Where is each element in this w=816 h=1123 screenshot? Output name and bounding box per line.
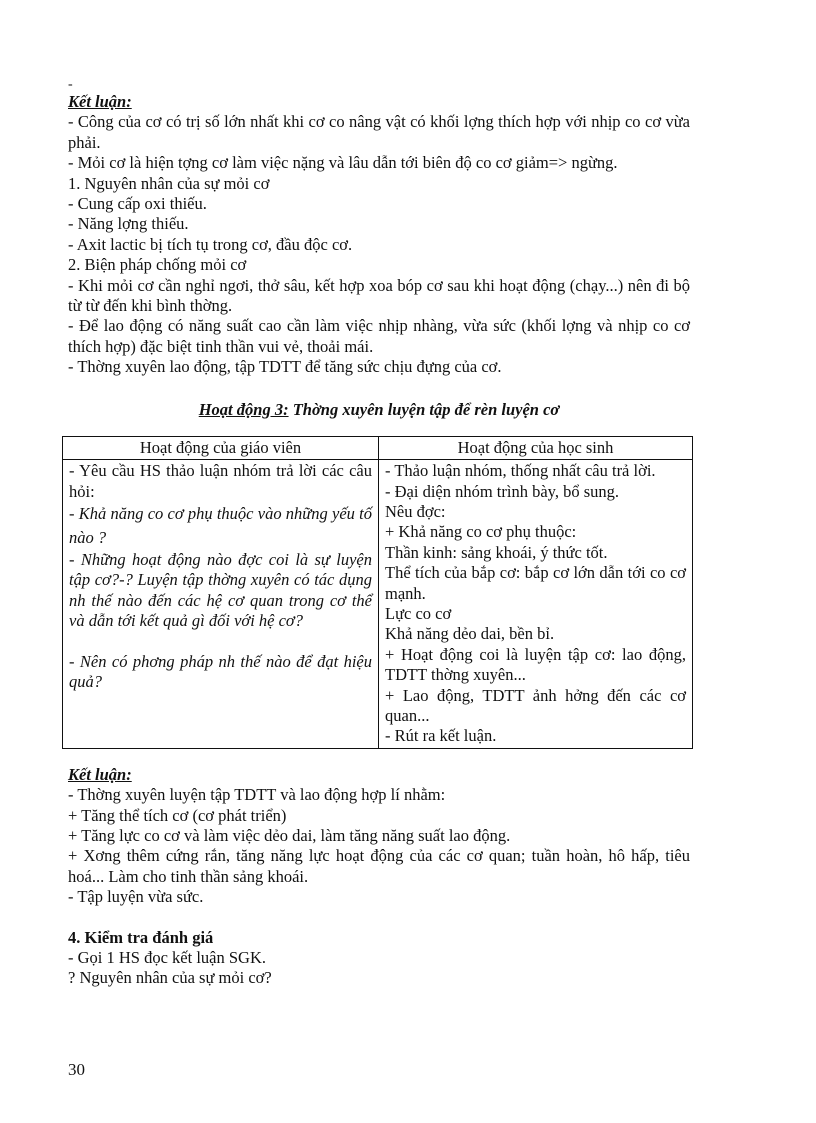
conclusion-1-line: - Thờng xuyên lao động, tập TDTT để tăng sức chịu đựng của cơ. [68, 357, 502, 377]
teacher-item: - Khả năng co cơ phụ thuộc vào những yếu tố nào ? [69, 503, 372, 547]
teacher-item: - Nên có phơng pháp nh thế nào để đạt hiệu quả? [69, 651, 372, 691]
conclusion-1-line: - Năng lợng thiếu. [68, 214, 189, 234]
teacher-item-blank [69, 632, 372, 652]
conclusion-1-line: - Để lao động có năng suất cao cần làm việc nhịp nhàng, vừa sức (khối lợng và nhịp co cơ thích hợp) đặc biệt tinh thần vui vẻ, thoải mái. [68, 316, 690, 356]
conclusion-1-line: - Axit lactic bị tích tụ trong cơ, đầu độc cơ. [68, 234, 353, 254]
student-item: - Rút ra kết luận. [385, 726, 497, 746]
table-row [63, 460, 693, 749]
activity-3-title [68, 400, 690, 420]
document-page [68, 78, 690, 989]
conclusion-2 [68, 765, 690, 908]
teacher-item: - Yêu cầu HS thảo luận nhóm trả lời các câu hỏi: [69, 461, 372, 501]
student-item: - Đại diện nhóm trình bày, bổ sung. [385, 481, 620, 501]
page-number: 30 [68, 1060, 85, 1079]
conclusion-1-line: 2. Biện pháp chống mỏi cơ [68, 255, 247, 275]
conclusion-1-line: 1. Nguyên nhân của sự mỏi cơ [68, 173, 270, 193]
section-4-line: ? Nguyên nhân của sự mỏi cơ? [68, 968, 272, 988]
student-item: Thể tích của bắp cơ: bắp cơ lớn dẫn tới co cơ mạnh. [385, 563, 686, 603]
conclusion-2-line: + Tăng lực co cơ và làm việc dẻo dai, làm tăng năng suất lao động. [68, 826, 511, 845]
student-item: + Hoạt động coi là luyện tập cơ: lao động, TDTT thờng xuyên... [385, 644, 686, 685]
conclusion-2-line: - Thờng xuyên luyện tập TDTT và lao động hợp lí nhằm: [68, 785, 446, 805]
activity-table [62, 436, 693, 749]
student-item: Khả năng dẻo dai, bền bỉ. [385, 624, 555, 644]
student-item: + Lao động, TDTT ảnh hởng đến các cơ quan... [385, 685, 686, 725]
table-header-row [63, 436, 693, 459]
student-activity-cell [379, 460, 693, 749]
conclusion-1-line: - Khi mỏi cơ cần nghỉ ngơi, thở sâu, kết hợp xoa bóp cơ sau khi hoạt động (chạy...) nên đi bộ từ từ đến khi bình thờng. [68, 275, 690, 316]
student-item: - Thảo luận nhóm, thống nhất câu trả lời. [385, 461, 656, 481]
teacher-item: - Những hoạt động nào đợc coi là sự luyện tập cơ?-? Luyện tập thờng xuyên có tác dụng nh thế nào đến các hệ cơ quan trong cơ thể và dẫn tới kết quả gì đối với hệ cơ? [69, 549, 372, 631]
conclusion-2-heading: Kết luận: [68, 764, 132, 784]
section-4-line: - Gọi 1 HS đọc kết luận SGK. [68, 948, 266, 968]
student-item: Nêu đợc: [385, 501, 446, 521]
conclusion-2-line: + Xơng thêm cứng rắn, tăng năng lực hoạt động của các cơ quan; tuần hoàn, hô hấp, tiêu hoá... Làm cho tinh thần sảng khoái. [68, 846, 690, 886]
conclusion-2-line: - Tập luyện vừa sức. [68, 887, 204, 907]
conclusion-1-heading: Kết luận: [68, 92, 132, 111]
conclusion-2-line: + Tăng thể tích cơ (cơ phát triển) [68, 805, 287, 825]
top-mark: - [68, 77, 73, 92]
teacher-activity-cell [63, 460, 379, 749]
activity-3-label: Hoạt động 3: [198, 399, 289, 419]
conclusion-1-line: - Cung cấp oxi thiếu. [68, 194, 207, 214]
student-item: Lực co cơ [385, 603, 452, 623]
conclusion-1 [68, 92, 690, 378]
student-item: Thần kinh: sảng khoái, ý thức tốt. [385, 542, 608, 562]
activity-3-text: Thờng xuyên luyện tập để rèn luyện cơ [288, 399, 560, 419]
conclusion-1-line: - Công của cơ có trị số lớn nhất khi cơ co nâng vật có khối lợng thích hợp với nhịp co cơ vừa phải. [68, 112, 690, 152]
teacher-column-header: Hoạt động của giáo viên [63, 436, 379, 459]
student-item: + Khả năng co cơ phụ thuộc: [385, 522, 577, 542]
section-4-title: 4. Kiểm tra đánh giá [68, 927, 214, 947]
section-4 [68, 928, 690, 989]
conclusion-1-line: - Mỏi cơ là hiện tợng cơ làm việc nặng và lâu dẫn tới biên độ co cơ giảm=> ngừng. [68, 153, 618, 173]
student-column-header: Hoạt động của học sinh [379, 436, 693, 459]
